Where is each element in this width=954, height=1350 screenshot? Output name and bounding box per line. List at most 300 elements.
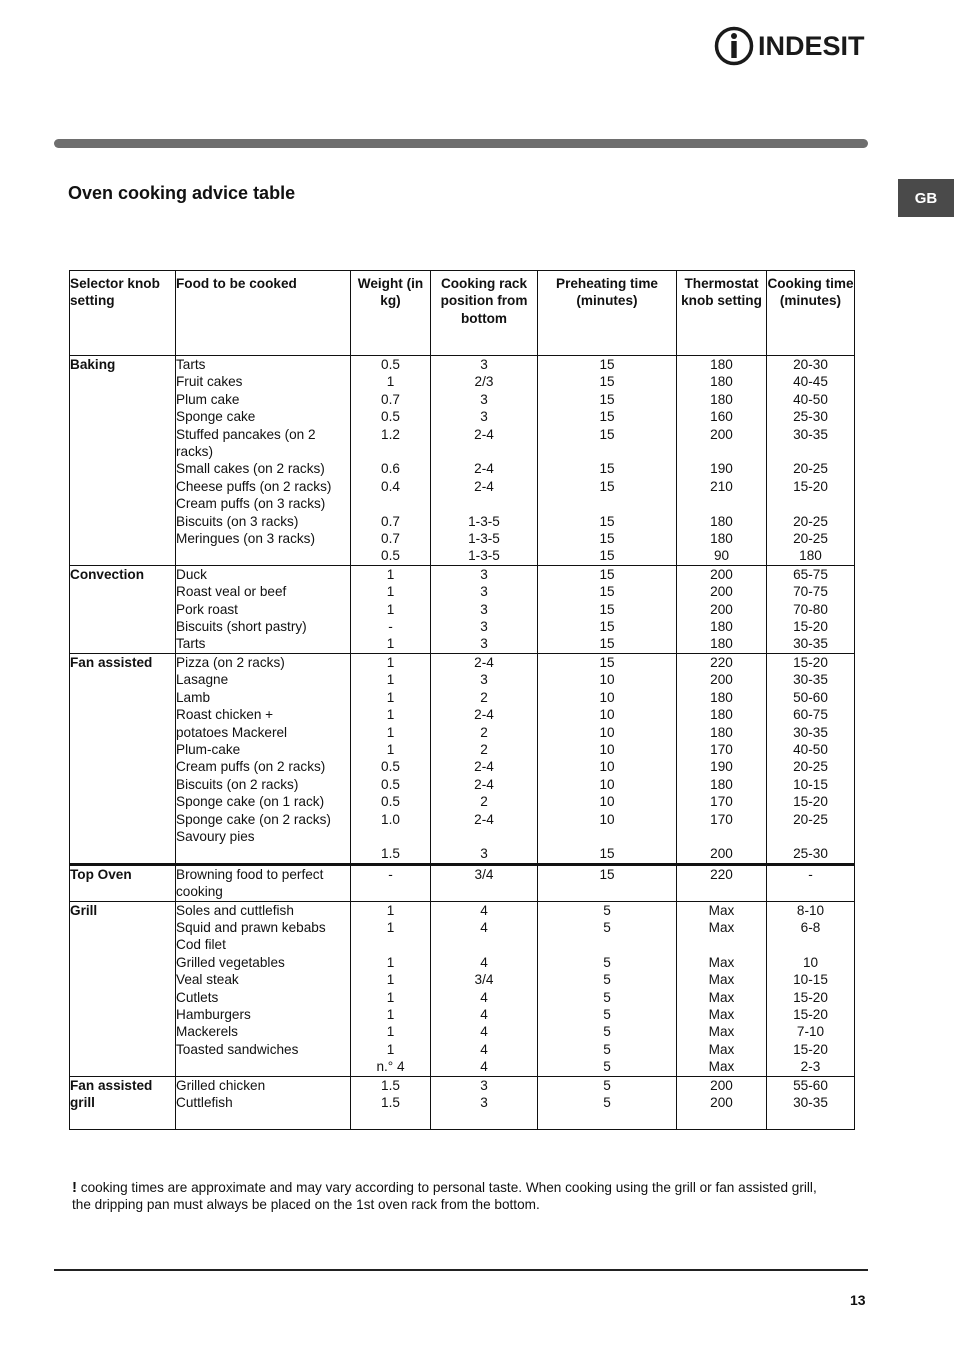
preheat-cell: [538, 864, 677, 901]
list-item: 15: [599, 636, 615, 652]
list-item: Biscuits (short pastry): [176, 619, 307, 635]
list-item: 180: [710, 619, 733, 635]
list-item: Mackerels: [176, 1024, 238, 1040]
list-item: 180: [710, 776, 733, 792]
brand-logo: [714, 24, 865, 68]
list-item: 3: [480, 409, 488, 425]
list-item: 3: [480, 672, 488, 688]
header-preheating-time: Preheating time (minutes): [538, 271, 677, 356]
list-item: Toasted sandwiches: [176, 1041, 299, 1057]
list-item: Small cakes (on 2 racks): [176, 461, 325, 477]
list-item: 180: [799, 548, 822, 564]
rack-cell: [431, 653, 538, 864]
list-item: 2-4: [474, 461, 494, 477]
list-item: 3: [480, 566, 488, 582]
list-item: 40-50: [793, 741, 828, 757]
list-item: 1: [386, 636, 395, 652]
list-item: Lamb: [176, 689, 211, 705]
page-number: 13: [850, 1292, 866, 1308]
list-item: 20-25: [793, 531, 828, 547]
list-item: 15: [599, 531, 615, 547]
list-item: 5: [603, 1041, 611, 1057]
list-item: 3: [480, 846, 488, 862]
list-item: 2: [480, 689, 488, 705]
header-rack-position: Cooking rack position from bottom: [431, 271, 538, 356]
list-item: 60-75: [793, 707, 828, 723]
rack-cell: [431, 1076, 538, 1129]
selector-knob-setting: Grill: [70, 901, 176, 1076]
cooking-time-cell: [767, 1076, 855, 1129]
list-item: Biscuits (on 3 racks): [176, 513, 299, 529]
brand-name: INDESIT: [758, 30, 865, 61]
list-item: 1.0: [381, 811, 400, 827]
list-item: Soles and cuttlefish: [176, 902, 294, 918]
list-item: 0.5: [381, 759, 400, 775]
top-divider-bar: [54, 139, 868, 148]
list-item: 200: [710, 601, 733, 617]
list-item: 15: [599, 619, 615, 635]
list-item: 200: [710, 1077, 733, 1093]
list-item: -: [808, 866, 813, 882]
list-item: 1: [386, 724, 395, 740]
list-item: Max: [708, 989, 735, 1005]
list-item: Max: [708, 1059, 735, 1075]
list-item: 1.5: [381, 1095, 400, 1110]
food-cell: [176, 653, 351, 864]
header-food: Food to be cooked: [176, 271, 351, 356]
list-item: 50-60: [793, 689, 828, 705]
list-item: 210: [710, 478, 733, 494]
list-item: 2-4: [474, 478, 494, 494]
weight-cell: [351, 901, 431, 1076]
thermostat-cell: [677, 1076, 767, 1129]
list-item: 0.5: [381, 409, 400, 425]
list-item: -: [388, 619, 393, 635]
list-item: 10: [599, 776, 615, 792]
list-item: 1: [386, 972, 395, 988]
list-item: 1: [386, 689, 395, 705]
list-item: Sponge cake (on 2 racks): [176, 811, 331, 827]
list-item: 200: [710, 566, 733, 582]
list-item: 10: [599, 689, 615, 705]
list-item: 220: [710, 654, 733, 670]
list-item: 1: [386, 1041, 395, 1057]
list-item: 65-75: [793, 566, 828, 582]
list-item: 1: [386, 741, 395, 757]
list-item: Roast chicken +: [176, 707, 274, 723]
weight-cell: [351, 1076, 431, 1129]
list-item: 10: [599, 724, 615, 740]
cooking-time-cell: [767, 864, 855, 901]
list-item: 200: [710, 584, 733, 600]
list-item: Sponge cake (on 1 rack): [176, 794, 325, 810]
list-item: 25-30: [793, 409, 828, 425]
list-item: 15: [599, 601, 615, 617]
selector-knob-setting: Fan assisted grill: [70, 1076, 176, 1129]
list-item: Max: [708, 919, 735, 935]
food-cell: [176, 864, 351, 901]
list-item: 4: [480, 1006, 488, 1022]
list-item: 15-20: [793, 478, 828, 494]
list-item: 3: [480, 1077, 488, 1093]
list-item: 5: [603, 919, 611, 935]
list-item: 10-15: [793, 776, 828, 792]
blank-line: [176, 1111, 350, 1128]
list-item: 180: [710, 391, 733, 407]
rack-cell: [431, 356, 538, 566]
list-item: Cod filet: [176, 937, 226, 953]
cooking-note: [72, 1179, 832, 1214]
list-item: 1: [386, 902, 395, 918]
list-item: 4: [480, 1024, 488, 1040]
header-weight: Weight (in kg): [351, 271, 431, 356]
list-item: 40-50: [793, 391, 828, 407]
cooking-time-cell: [767, 356, 855, 566]
list-item: Roast veal or beef: [176, 584, 287, 600]
list-item: 170: [710, 794, 733, 810]
list-item: 1.5: [381, 1077, 400, 1093]
weight-cell: [351, 356, 431, 566]
list-item: 2: [480, 741, 488, 757]
header-cooking-time: Cooking time (minutes): [767, 271, 855, 356]
list-item: Grilled vegetables: [176, 954, 285, 970]
table-row: [70, 901, 855, 1076]
list-item: 10: [599, 811, 615, 827]
list-item: 170: [710, 741, 733, 757]
rack-cell: [431, 565, 538, 653]
list-item: 0.5: [381, 548, 400, 564]
list-item: 10: [802, 954, 819, 970]
list-item: 1.5: [381, 846, 400, 862]
bottom-divider: [54, 1269, 868, 1271]
list-item: 1-3-5: [468, 548, 500, 564]
list-item: 200: [710, 846, 733, 862]
list-item: 15: [599, 866, 615, 882]
list-item: 1: [386, 601, 395, 617]
list-item: 4: [480, 954, 488, 970]
list-item: 1: [386, 954, 395, 970]
table-header-row: [70, 271, 855, 356]
list-item: 160: [710, 409, 733, 425]
list-item: 1: [386, 707, 395, 723]
list-item: Meringues (on 3 racks): [176, 531, 316, 547]
list-item: 15: [599, 426, 615, 442]
list-item: 25-30: [793, 846, 828, 862]
list-item: Tarts: [176, 636, 206, 652]
list-item: 1-3-5: [468, 513, 500, 529]
list-item: 4: [480, 1059, 488, 1075]
list-item: 15-20: [793, 654, 828, 670]
list-item: 190: [710, 759, 733, 775]
list-item: Max: [708, 954, 735, 970]
blank-line: [677, 1111, 766, 1128]
list-item: 5: [603, 1077, 611, 1093]
list-item: 8-10: [796, 902, 825, 918]
list-item: 3: [480, 601, 488, 617]
list-item: 15: [599, 548, 615, 564]
list-item: 1: [386, 672, 395, 688]
list-item: 10: [599, 759, 615, 775]
list-item: 15: [599, 846, 615, 862]
list-item: 4: [480, 1041, 488, 1057]
list-item: Hamburgers: [176, 1006, 251, 1022]
list-item: Pizza (on 2 racks): [176, 654, 285, 670]
preheat-cell: [538, 356, 677, 566]
list-item: Cheese puffs (on 2 racks): [176, 478, 332, 494]
list-item: 2: [480, 794, 488, 810]
list-item: 10-15: [793, 972, 828, 988]
list-item: 3: [480, 1095, 488, 1110]
list-item: 3: [480, 357, 488, 372]
table-row: [70, 1076, 855, 1129]
header-selector-knob: Selector knob setting: [70, 271, 176, 356]
weight-cell: [351, 653, 431, 864]
blank-line: [431, 1111, 537, 1128]
list-item: 170: [710, 811, 733, 827]
list-item: 5: [603, 1059, 611, 1075]
oven-cooking-advice-table: [69, 270, 855, 1130]
list-item: Plum-cake: [176, 741, 241, 757]
list-item: 200: [710, 672, 733, 688]
list-item: 2-4: [474, 654, 494, 670]
list-item: 180: [710, 724, 733, 740]
list-item: 220: [710, 866, 733, 882]
list-item: 5: [603, 1006, 611, 1022]
list-item: 3: [480, 636, 488, 652]
note-text: cooking times are approximate and may vary according to personal taste. When cooking using the grill or fan assisted grill, the dripping pan must always be placed on the 1st oven rack from the bottom.: [72, 1180, 817, 1213]
list-item: Cream puffs (on 3 racks): [176, 496, 326, 512]
list-item: 30-35: [793, 636, 828, 652]
selector-knob-setting: Convection: [70, 565, 176, 653]
list-item: 0.6: [381, 461, 400, 477]
list-item: 15: [599, 461, 615, 477]
preheat-cell: [538, 1076, 677, 1129]
list-item: 30-35: [793, 724, 828, 740]
table-row: [70, 356, 855, 566]
list-item: Cream puffs (on 2 racks): [176, 759, 326, 775]
list-item: 2-4: [474, 776, 494, 792]
list-item: 15-20: [793, 1006, 828, 1022]
list-item: 20-25: [793, 759, 828, 775]
list-item: Cuttlefish: [176, 1095, 233, 1110]
list-item: 15: [599, 391, 615, 407]
cooking-time-cell: [767, 565, 855, 653]
list-item: Plum cake: [176, 391, 240, 407]
list-item: 20-25: [793, 513, 828, 529]
thermostat-cell: [677, 864, 767, 901]
list-item: 10: [599, 707, 615, 723]
table-body: [70, 356, 855, 1130]
list-item: 10: [599, 672, 615, 688]
list-item: 1: [386, 566, 395, 582]
list-item: 20-30: [793, 357, 828, 372]
thermostat-cell: [677, 901, 767, 1076]
list-item: Sponge cake: [176, 409, 256, 425]
list-item: 0.5: [381, 776, 400, 792]
selector-knob-setting: Baking: [70, 356, 176, 566]
language-tab: GB: [898, 179, 954, 217]
list-item: 40-45: [793, 374, 828, 390]
blank-line: [538, 1111, 676, 1128]
list-item: 180: [710, 357, 733, 372]
list-item: 4: [480, 919, 488, 935]
note-exclamation-mark: !: [72, 1179, 77, 1196]
list-item: 2-4: [474, 759, 494, 775]
preheat-cell: [538, 901, 677, 1076]
list-item: Max: [708, 972, 735, 988]
list-item: Squid and prawn kebabs: [176, 919, 326, 935]
table-row: [70, 864, 855, 901]
list-item: 5: [603, 954, 611, 970]
list-item: Grilled chicken: [176, 1077, 266, 1093]
list-item: n.° 4: [376, 1059, 405, 1075]
list-item: -: [388, 866, 393, 882]
list-item: 70-75: [793, 584, 828, 600]
food-cell: [176, 901, 351, 1076]
list-item: Savoury pies: [176, 828, 255, 844]
list-item: Pork roast: [176, 601, 238, 617]
list-item: Stuffed pancakes (on 2 racks): [176, 426, 316, 460]
list-item: 180: [710, 636, 733, 652]
cooking-time-cell: [767, 653, 855, 864]
cooking-time-cell: [767, 901, 855, 1076]
thermostat-cell: [677, 565, 767, 653]
list-item: 5: [603, 989, 611, 1005]
list-item: 1: [386, 1006, 395, 1022]
list-item: 30-35: [793, 672, 828, 688]
list-item: 15: [599, 357, 615, 372]
food-cell: [176, 356, 351, 566]
list-item: Max: [708, 1041, 735, 1057]
list-item: 1: [386, 584, 395, 600]
list-item: 2-4: [474, 426, 494, 442]
list-item: 90: [713, 548, 730, 564]
list-item: 5: [603, 902, 611, 918]
list-item: 30-35: [793, 1095, 828, 1110]
list-item: 1-3-5: [468, 531, 500, 547]
weight-cell: [351, 864, 431, 901]
list-item: 5: [603, 972, 611, 988]
list-item: 2-4: [474, 707, 494, 723]
selector-knob-setting: Top Oven: [70, 864, 176, 901]
preheat-cell: [538, 565, 677, 653]
page-title: Oven cooking advice table: [68, 183, 296, 203]
list-item: 6-8: [800, 919, 821, 935]
list-item: 1: [386, 989, 395, 1005]
list-item: 15-20: [793, 619, 828, 635]
list-item: 3: [480, 584, 488, 600]
list-item: 2-3: [800, 1059, 821, 1075]
list-item: 180: [710, 513, 733, 529]
list-item: 0.5: [381, 357, 400, 372]
list-item: 0.7: [381, 391, 400, 407]
list-item: 4: [480, 902, 488, 918]
list-item: 180: [710, 374, 733, 390]
list-item: 180: [710, 689, 733, 705]
list-item: 190: [710, 461, 733, 477]
list-item: 1: [386, 1024, 395, 1040]
list-item: Max: [708, 1006, 735, 1022]
list-item: 5: [603, 1024, 611, 1040]
list-item: 15-20: [793, 794, 828, 810]
list-item: 0.7: [381, 513, 400, 529]
food-cell: [176, 565, 351, 653]
list-item: 180: [710, 531, 733, 547]
list-item: 180: [710, 707, 733, 723]
list-item: 2-4: [474, 811, 494, 827]
list-item: 15: [599, 513, 615, 529]
list-item: 4: [480, 989, 488, 1005]
thermostat-cell: [677, 356, 767, 566]
list-item: Max: [708, 902, 735, 918]
preheat-cell: [538, 653, 677, 864]
list-item: 15: [599, 409, 615, 425]
list-item: 15: [599, 566, 615, 582]
list-item: Cutlets: [176, 989, 219, 1005]
selector-knob-setting: Fan assisted: [70, 653, 176, 864]
list-item: 20-25: [793, 461, 828, 477]
list-item: 55-60: [793, 1077, 828, 1093]
table-row: [70, 565, 855, 653]
list-item: 0.4: [381, 478, 400, 494]
list-item: 20-25: [793, 811, 828, 827]
list-item: Browning food to perfect cooking: [176, 866, 324, 900]
list-item: 200: [710, 1095, 733, 1110]
rack-cell: [431, 864, 538, 901]
list-item: 15: [599, 478, 615, 494]
list-item: 2/3: [474, 374, 494, 390]
blank-line: [767, 1111, 854, 1128]
list-item: 15: [599, 584, 615, 600]
list-item: Tarts: [176, 357, 206, 372]
list-item: 1: [386, 374, 395, 390]
list-item: Lasagne: [176, 672, 229, 688]
list-item: 70-80: [793, 601, 828, 617]
list-item: 7-10: [796, 1024, 825, 1040]
list-item: 15-20: [793, 989, 828, 1005]
list-item: 1: [386, 654, 395, 670]
list-item: 3: [480, 391, 488, 407]
list-item: Fruit cakes: [176, 374, 243, 390]
list-item: Duck: [176, 566, 207, 582]
list-item: potatoes Mackerel: [176, 724, 288, 740]
list-item: 15: [599, 654, 615, 670]
list-item: 10: [599, 794, 615, 810]
list-item: 3/4: [474, 972, 494, 988]
list-item: Max: [708, 1024, 735, 1040]
list-item: 1: [386, 919, 395, 935]
list-item: Biscuits (on 2 racks): [176, 776, 299, 792]
indesit-i-logo-icon: [714, 24, 754, 68]
list-item: 1.2: [381, 426, 400, 442]
food-cell: [176, 1076, 351, 1129]
thermostat-cell: [677, 653, 767, 864]
list-item: 3: [480, 619, 488, 635]
list-item: 15: [599, 374, 615, 390]
list-item: 2: [480, 724, 488, 740]
list-item: 15-20: [793, 1041, 828, 1057]
weight-cell: [351, 565, 431, 653]
header-thermostat: Thermostat knob setting: [677, 271, 767, 356]
list-item: 0.5: [381, 794, 400, 810]
list-item: 10: [599, 741, 615, 757]
list-item: 3/4: [474, 866, 494, 882]
list-item: 30-35: [793, 426, 828, 442]
list-item: Veal steak: [176, 972, 239, 988]
rack-cell: [431, 901, 538, 1076]
list-item: 5: [603, 1095, 611, 1110]
table-row: [70, 653, 855, 864]
